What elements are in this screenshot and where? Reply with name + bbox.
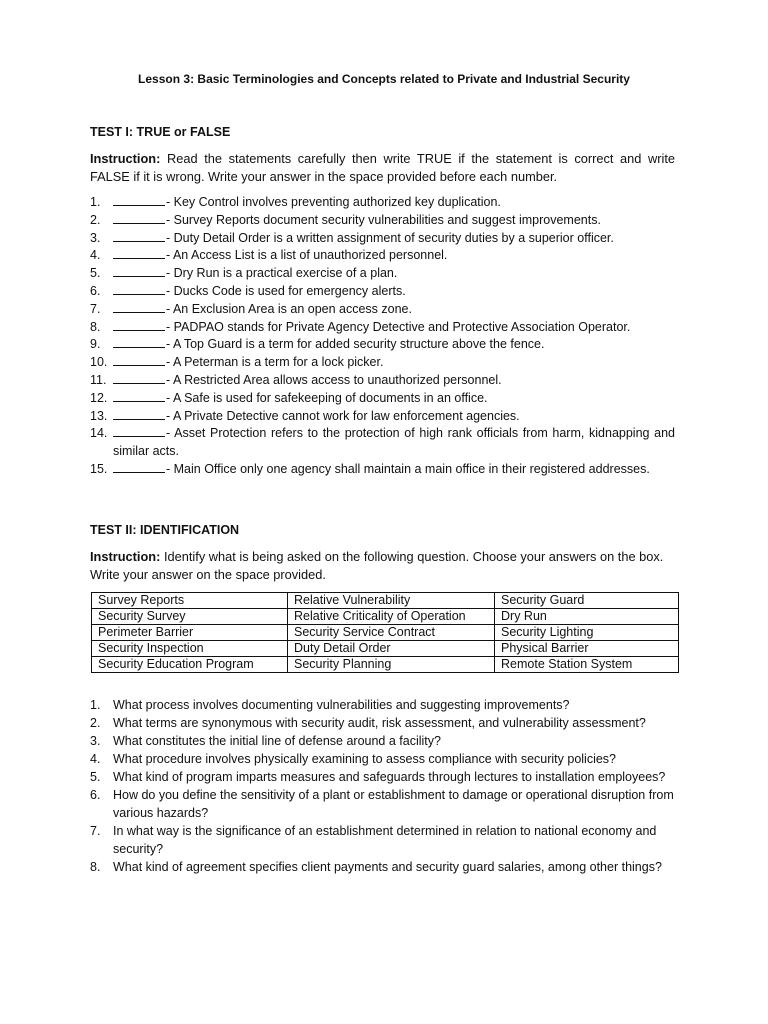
answer-choices-table — [91, 592, 679, 673]
true-false-item — [90, 265, 675, 283]
test2-instruction-text: Identify what is being asked on the following question. Choose your answers on the box. Write your answer on the space provided. — [90, 549, 664, 582]
true-false-item — [90, 319, 675, 337]
answer-blank[interactable] — [113, 372, 165, 384]
item-number: 3. — [90, 230, 101, 245]
true-false-item — [90, 354, 675, 372]
question-number: 3. — [90, 734, 101, 748]
true-false-item — [90, 283, 675, 301]
choice-cell: Survey Reports — [92, 593, 288, 609]
choice-cell: Security Lighting — [495, 625, 679, 641]
statement-text: - A Restricted Area allows access to unauthorized personnel. — [166, 372, 502, 387]
test2-instruction — [90, 548, 675, 584]
item-number: 15. — [90, 461, 108, 476]
true-false-item — [90, 301, 675, 319]
statement-text: - A Private Detective cannot work for law enforcement agencies. — [166, 408, 520, 423]
answer-blank[interactable] — [113, 194, 165, 206]
answer-blank[interactable] — [113, 354, 165, 366]
item-number: 12. — [90, 390, 108, 405]
statement-text: - Duty Detail Order is a written assignment of security duties by a superior officer. — [166, 230, 614, 245]
choices-row — [92, 657, 679, 673]
answer-blank[interactable] — [113, 390, 165, 402]
answer-blank[interactable] — [113, 212, 165, 224]
statement-text: - Ducks Code is used for emergency alerts. — [166, 283, 406, 298]
test1-instruction — [90, 150, 675, 186]
question-text: What constitutes the initial line of defense around a facility? — [113, 734, 441, 748]
choice-cell: Remote Station System — [495, 657, 679, 673]
item-number: 1. — [90, 195, 101, 209]
true-false-item — [90, 425, 675, 461]
item-number: 8. — [90, 319, 101, 334]
question-text: What terms are synonymous with security audit, risk assessment, and vulnerability assessment? — [113, 716, 646, 730]
question-number: 1. — [90, 698, 101, 712]
question-text: What kind of program imparts measures and safeguards through lectures to installation employees? — [113, 770, 666, 784]
question-text: How do you define the sensitivity of a plant or establishment to damage or operational disruption from various hazards? — [113, 788, 674, 820]
choice-cell: Relative Vulnerability — [288, 593, 495, 609]
statement-text: - A Safe is used for safekeeping of documents in an office. — [166, 390, 488, 405]
true-false-item — [90, 212, 675, 230]
answer-blank[interactable] — [113, 408, 165, 420]
question-item — [90, 696, 675, 714]
lesson-title: Lesson 3: Basic Terminologies and Concepts related to Private and Industrial Security — [138, 72, 630, 86]
answer-blank[interactable] — [113, 319, 165, 331]
answer-blank[interactable] — [113, 301, 165, 313]
item-number: 7. — [90, 301, 101, 316]
item-number: 10. — [90, 355, 108, 370]
true-false-item — [90, 247, 675, 265]
choices-row — [92, 625, 679, 641]
statement-text: - A Top Guard is a term for added security structure above the fence. — [166, 337, 545, 352]
item-number: 9. — [90, 337, 101, 352]
choices-row — [92, 593, 679, 609]
identification-question-list — [90, 696, 675, 876]
choice-cell: Security Guard — [495, 593, 679, 609]
statement-text: - An Access List is a list of unauthorized personnel. — [166, 248, 448, 263]
item-number: 13. — [90, 408, 108, 423]
choice-cell: Dry Run — [495, 609, 679, 625]
test2-heading: TEST II: IDENTIFICATION — [90, 523, 240, 537]
question-text: What process involves documenting vulnerabilities and suggesting improvements? — [113, 698, 570, 712]
item-number: 11. — [90, 372, 107, 387]
choices-row — [92, 641, 679, 657]
test1-instruction-label: Instruction: — [90, 151, 161, 166]
question-item — [90, 822, 675, 858]
choice-cell: Relative Criticality of Operation — [288, 609, 495, 625]
choice-cell: Perimeter Barrier — [92, 625, 288, 641]
item-number: 5. — [90, 266, 101, 281]
answer-blank[interactable] — [113, 230, 165, 242]
choice-cell: Security Education Program — [92, 657, 288, 673]
statement-text: - Main Office only one agency shall maintain a main office in their registered addresses. — [166, 461, 650, 476]
question-number: 7. — [90, 824, 101, 838]
question-number: 8. — [90, 860, 101, 874]
choice-cell: Physical Barrier — [495, 641, 679, 657]
question-text: What procedure involves physically examining to assess compliance with security policies? — [113, 752, 617, 766]
answer-blank[interactable] — [113, 265, 165, 277]
answer-blank[interactable] — [113, 247, 165, 259]
statement-text: - Asset Protection refers to the protection of high rank officials from harm, kidnapping and similar acts. — [113, 426, 675, 459]
answer-blank[interactable] — [113, 336, 165, 348]
answer-blank[interactable] — [113, 283, 165, 295]
question-item — [90, 714, 675, 732]
answer-blank[interactable] — [113, 425, 165, 437]
choices-row — [92, 609, 679, 625]
true-false-list — [90, 194, 675, 479]
choice-cell: Security Survey — [92, 609, 288, 625]
choice-cell: Security Planning — [288, 657, 495, 673]
question-text: In what way is the significance of an establishment determined in relation to national economy and security? — [113, 824, 657, 856]
item-number: 14. — [90, 426, 108, 441]
question-number: 5. — [90, 770, 101, 784]
true-false-item — [90, 230, 675, 248]
question-item — [90, 786, 675, 822]
test1-instruction-text: Read the statements carefully then write TRUE if the statement is correct and write FALSE if it is wrong. Write your answer in the space provided before each number. — [90, 151, 675, 184]
item-number: 6. — [90, 283, 101, 298]
question-number: 6. — [90, 788, 101, 802]
question-item — [90, 768, 675, 786]
statement-text: - Key Control involves preventing authorized key duplication. — [166, 195, 501, 209]
true-false-item — [90, 461, 675, 479]
question-item — [90, 858, 675, 876]
item-number: 2. — [90, 212, 101, 227]
test1-heading: TEST I: TRUE or FALSE — [90, 125, 231, 139]
item-number: 4. — [90, 248, 101, 263]
true-false-item — [90, 194, 675, 212]
statement-text: - Survey Reports document security vulnerabilities and suggest improvements. — [166, 212, 601, 227]
choice-cell: Duty Detail Order — [288, 641, 495, 657]
statement-text: - A Peterman is a term for a lock picker. — [166, 355, 384, 370]
question-text: What kind of agreement specifies client payments and security guard salaries, among other things? — [113, 860, 662, 874]
answer-blank[interactable] — [113, 461, 165, 473]
true-false-item — [90, 408, 675, 426]
question-item — [90, 750, 675, 768]
question-number: 2. — [90, 716, 101, 730]
test2-instruction-label: Instruction: — [90, 549, 161, 564]
true-false-item — [90, 372, 675, 390]
statement-text: - An Exclusion Area is an open access zone. — [166, 301, 412, 316]
statement-text: - PADPAO stands for Private Agency Detective and Protective Association Operator. — [166, 319, 631, 334]
true-false-item — [90, 336, 675, 354]
choice-cell: Security Inspection — [92, 641, 288, 657]
question-number: 4. — [90, 752, 101, 766]
choice-cell: Security Service Contract — [288, 625, 495, 641]
statement-text: - Dry Run is a practical exercise of a plan. — [166, 266, 398, 281]
true-false-item — [90, 390, 675, 408]
question-item — [90, 732, 675, 750]
